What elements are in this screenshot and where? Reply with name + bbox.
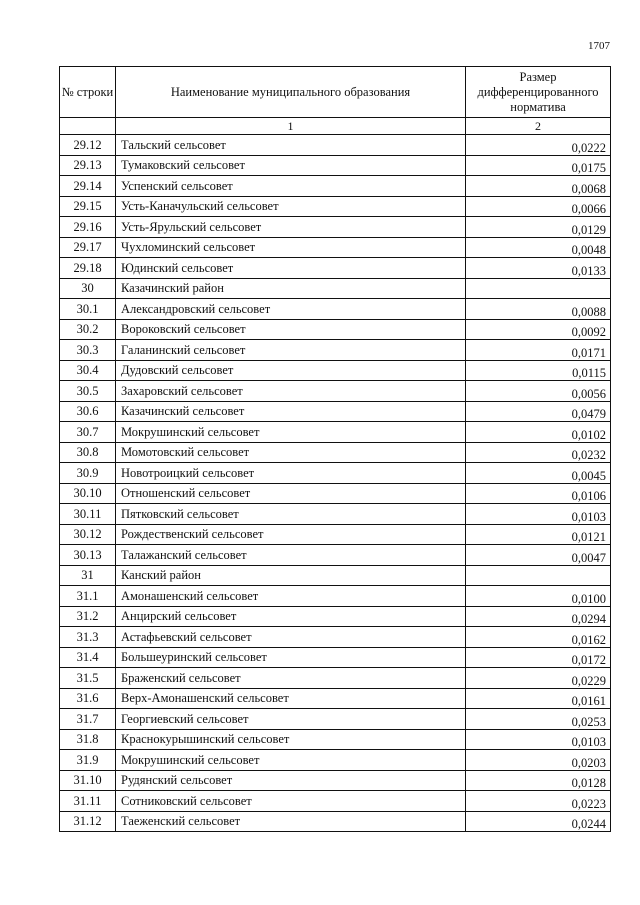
table-row <box>60 319 611 340</box>
row-number-cell: 30.11 <box>60 504 116 525</box>
normative-value-cell: 0,0223 <box>466 791 611 812</box>
row-number-cell: 31.9 <box>60 750 116 771</box>
table-row <box>60 586 611 607</box>
municipality-name-cell: Мокрушинский сельсовет <box>116 422 466 443</box>
row-number-cell: 30.9 <box>60 463 116 484</box>
table-row <box>60 483 611 504</box>
municipality-name-cell: Дудовский сельсовет <box>116 360 466 381</box>
municipality-name-cell: Галанинский сельсовет <box>116 340 466 361</box>
row-number-cell: 31.12 <box>60 811 116 832</box>
table-row <box>60 709 611 730</box>
municipality-name-cell: Новотроицкий сельсовет <box>116 463 466 484</box>
table-row <box>60 299 611 320</box>
row-number-cell: 29.16 <box>60 217 116 238</box>
normative-value-cell: 0,0133 <box>466 258 611 279</box>
normative-value-cell <box>466 278 611 299</box>
municipality-name-cell: Браженский сельсовет <box>116 668 466 689</box>
normative-value-cell: 0,0115 <box>466 360 611 381</box>
normative-value-cell: 0,0162 <box>466 627 611 648</box>
table-row <box>60 196 611 217</box>
row-number-cell: 30.5 <box>60 381 116 402</box>
municipality-name-cell: Таеженский сельсовет <box>116 811 466 832</box>
normative-value-cell: 0,0088 <box>466 299 611 320</box>
normative-value-cell: 0,0100 <box>466 586 611 607</box>
table-row <box>60 606 611 627</box>
row-number-cell: 29.12 <box>60 135 116 156</box>
normative-value-cell: 0,0128 <box>466 770 611 791</box>
normative-value-cell: 0,0102 <box>466 422 611 443</box>
municipality-name-cell: Краснокурышинский сельсовет <box>116 729 466 750</box>
municipality-name-cell: Мокрушинский сельсовет <box>116 750 466 771</box>
municipality-name-cell: Усть-Ярульский сельсовет <box>116 217 466 238</box>
normative-value-cell: 0,0103 <box>466 504 611 525</box>
header-row-number: № строки <box>60 67 116 118</box>
row-number-cell: 30.4 <box>60 360 116 381</box>
column-number: 1 <box>116 118 466 135</box>
table-row <box>60 381 611 402</box>
table-row <box>60 565 611 586</box>
row-number-cell: 30.13 <box>60 545 116 566</box>
municipality-name-cell: Успенский сельсовет <box>116 176 466 197</box>
normative-value-cell: 0,0066 <box>466 196 611 217</box>
row-number-cell: 30.7 <box>60 422 116 443</box>
normative-value-cell: 0,0294 <box>466 606 611 627</box>
table-row <box>60 442 611 463</box>
row-number-cell: 31.5 <box>60 668 116 689</box>
municipality-name-cell: Георгиевский сельсовет <box>116 709 466 730</box>
normative-value-cell: 0,0244 <box>466 811 611 832</box>
table-row <box>60 770 611 791</box>
normative-value-cell: 0,0045 <box>466 463 611 484</box>
row-number-cell: 29.15 <box>60 196 116 217</box>
normative-value-cell: 0,0479 <box>466 401 611 422</box>
normative-value-cell: 0,0092 <box>466 319 611 340</box>
row-number-cell: 30 <box>60 278 116 299</box>
municipality-name-cell: Астафьевский сельсовет <box>116 627 466 648</box>
municipality-name-cell: Захаровский сельсовет <box>116 381 466 402</box>
row-number-cell: 31.2 <box>60 606 116 627</box>
normative-value-cell: 0,0106 <box>466 483 611 504</box>
row-number-cell: 29.17 <box>60 237 116 258</box>
row-number-cell: 31.1 <box>60 586 116 607</box>
municipality-name-cell: Рождественский сельсовет <box>116 524 466 545</box>
municipality-name-cell: Большеуринский сельсовет <box>116 647 466 668</box>
municipality-name-cell: Отношенский сельсовет <box>116 483 466 504</box>
normative-value-cell: 0,0047 <box>466 545 611 566</box>
normative-value-cell: 0,0161 <box>466 688 611 709</box>
municipality-name-cell: Талажанский сельсовет <box>116 545 466 566</box>
table-row <box>60 176 611 197</box>
row-number-cell: 30.6 <box>60 401 116 422</box>
table-row <box>60 545 611 566</box>
table-row <box>60 647 611 668</box>
table-row <box>60 340 611 361</box>
normative-value-cell: 0,0171 <box>466 340 611 361</box>
table-row <box>60 729 611 750</box>
row-number-cell: 29.14 <box>60 176 116 197</box>
table-row <box>60 135 611 156</box>
table-row <box>60 791 611 812</box>
table-row <box>60 401 611 422</box>
municipality-name-cell: Рудянский сельсовет <box>116 770 466 791</box>
table-header-row <box>60 67 611 118</box>
row-number-cell: 30.10 <box>60 483 116 504</box>
column-number <box>60 118 116 135</box>
table-row <box>60 217 611 238</box>
row-number-cell: 31.11 <box>60 791 116 812</box>
table-row <box>60 422 611 443</box>
table-row <box>60 155 611 176</box>
table-row <box>60 463 611 484</box>
normative-value-cell: 0,0172 <box>466 647 611 668</box>
header-normative-size: Размер дифференцированного норматива <box>466 67 611 118</box>
table-row <box>60 688 611 709</box>
row-number-cell: 31.8 <box>60 729 116 750</box>
normative-value-cell: 0,0229 <box>466 668 611 689</box>
normative-value-cell: 0,0253 <box>466 709 611 730</box>
table-row <box>60 524 611 545</box>
municipality-name-cell: Канский район <box>116 565 466 586</box>
municipality-name-cell: Александровский сельсовет <box>116 299 466 320</box>
normative-value-cell <box>466 565 611 586</box>
normative-value-cell: 0,0232 <box>466 442 611 463</box>
row-number-cell: 30.3 <box>60 340 116 361</box>
table-row <box>60 258 611 279</box>
row-number-cell: 30.2 <box>60 319 116 340</box>
municipality-name-cell: Анцирский сельсовет <box>116 606 466 627</box>
table-row <box>60 237 611 258</box>
table-row <box>60 360 611 381</box>
table-row <box>60 811 611 832</box>
normative-value-cell: 0,0048 <box>466 237 611 258</box>
municipality-name-cell: Казачинский район <box>116 278 466 299</box>
page-number: 1707 <box>588 40 610 52</box>
row-number-cell: 31 <box>60 565 116 586</box>
table-row <box>60 504 611 525</box>
municipality-name-cell: Тумаковский сельсовет <box>116 155 466 176</box>
municipality-name-cell: Момотовский сельсовет <box>116 442 466 463</box>
municipality-name-cell: Усть-Каначульский сельсовет <box>116 196 466 217</box>
municipality-name-cell: Вороковский сельсовет <box>116 319 466 340</box>
row-number-cell: 31.3 <box>60 627 116 648</box>
municipality-name-cell: Амонашенский сельсовет <box>116 586 466 607</box>
normatives-table <box>59 66 611 832</box>
normative-value-cell: 0,0121 <box>466 524 611 545</box>
normative-value-cell: 0,0129 <box>466 217 611 238</box>
header-municipality-name: Наименование муниципального образования <box>116 67 466 118</box>
column-number: 2 <box>466 118 611 135</box>
row-number-cell: 31.6 <box>60 688 116 709</box>
row-number-cell: 31.7 <box>60 709 116 730</box>
municipality-name-cell: Чухломинский сельсовет <box>116 237 466 258</box>
row-number-cell: 29.18 <box>60 258 116 279</box>
row-number-cell: 29.13 <box>60 155 116 176</box>
municipality-name-cell: Казачинский сельсовет <box>116 401 466 422</box>
table-row <box>60 750 611 771</box>
municipality-name-cell: Сотниковский сельсовет <box>116 791 466 812</box>
row-number-cell: 30.8 <box>60 442 116 463</box>
normative-value-cell: 0,0056 <box>466 381 611 402</box>
row-number-cell: 31.4 <box>60 647 116 668</box>
row-number-cell: 30.1 <box>60 299 116 320</box>
row-number-cell: 30.12 <box>60 524 116 545</box>
table-row <box>60 627 611 648</box>
normative-value-cell: 0,0175 <box>466 155 611 176</box>
column-number-row <box>60 118 611 135</box>
normative-value-cell: 0,0068 <box>466 176 611 197</box>
municipality-name-cell: Верх-Амонашенский сельсовет <box>116 688 466 709</box>
normative-value-cell: 0,0222 <box>466 135 611 156</box>
municipality-name-cell: Пятковский сельсовет <box>116 504 466 525</box>
row-number-cell: 31.10 <box>60 770 116 791</box>
table-row <box>60 278 611 299</box>
normative-value-cell: 0,0203 <box>466 750 611 771</box>
normative-value-cell: 0,0103 <box>466 729 611 750</box>
municipality-name-cell: Юдинский сельсовет <box>116 258 466 279</box>
municipality-name-cell: Тальский сельсовет <box>116 135 466 156</box>
table-row <box>60 668 611 689</box>
